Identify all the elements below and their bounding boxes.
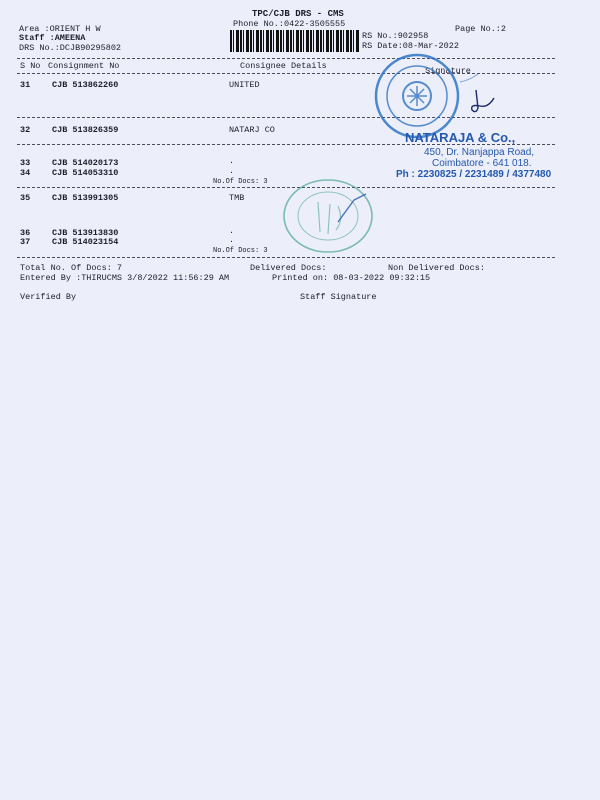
row-consignment: CJB 514023154 [52, 237, 119, 247]
row-consignee: . [229, 235, 235, 245]
phone-number: Phone No.:0422-3505555 [233, 19, 346, 29]
doc-title: TPC/CJB DRS - CMS [252, 9, 344, 19]
drs-number: DRS No.:DCJB90295802 [19, 43, 122, 53]
row-consignee: . [229, 226, 235, 236]
row-sno: 37 [20, 237, 31, 247]
col-header-sno: S No [20, 61, 41, 71]
delivered-docs: Delivered Docs: [250, 263, 327, 273]
entered-by: Entered By :THIRUCMS 3/8/2022 11:56:29 AM [20, 273, 230, 283]
row-consignment: CJB 513862260 [52, 80, 119, 90]
verified-by-label: Verified By [20, 292, 77, 302]
staff-signature-label: Staff Signature [300, 292, 377, 302]
row-consignment: CJB 514053310 [52, 168, 119, 178]
printed-on: Printed on: 08-03-2022 09:32:15 [272, 273, 431, 283]
page-number: Page No.:2 [455, 24, 507, 34]
signature-icon [468, 88, 498, 116]
rs-date: RS Date:08-Mar-2022 [362, 41, 459, 51]
row-consignment: CJB 513826359 [52, 125, 119, 135]
row-consignee: NATARJ CO [229, 125, 275, 135]
row-consignee: . [229, 156, 235, 166]
col-header-signature: Signature [425, 66, 471, 76]
col-header-consignment: Consignment No [48, 61, 120, 71]
row-consignment: CJB 514020173 [52, 158, 119, 168]
green-bank-seal-icon [278, 176, 388, 256]
row-sno: 36 [20, 228, 31, 238]
row-consignee: . [229, 166, 235, 176]
row-consignee: UNITED [229, 80, 260, 90]
col-header-consignee: Consignee Details [240, 61, 327, 71]
row-sno: 31 [20, 80, 31, 90]
row-consignee: TMB [229, 193, 245, 203]
row-sno: 35 [20, 193, 31, 203]
row-sno: 32 [20, 125, 31, 135]
stamp-address-line1: 450, Dr. Nanjappa Road, [424, 147, 535, 158]
row-consignment: CJB 513991305 [52, 193, 119, 203]
row-sno: 33 [20, 158, 31, 168]
stamp-address-line2: Coimbatore - 641 018. [432, 158, 532, 169]
group-doc-count: No.Of Docs: 3 [213, 247, 268, 255]
barcode [230, 30, 360, 52]
stamp-company: NATARAJA & Co., [405, 130, 516, 145]
row-sno: 34 [20, 168, 31, 178]
group-doc-count: No.Of Docs: 3 [213, 178, 268, 186]
non-delivered-docs: Non Delivered Docs: [388, 263, 485, 273]
rs-number: RS No.:902958 [362, 31, 429, 41]
divider [17, 257, 555, 258]
total-docs: Total No. Of Docs: 7 [20, 263, 123, 273]
row-consignment: CJB 513913830 [52, 228, 119, 238]
stamp-phone: Ph : 2230825 / 2231489 / 4377480 [396, 169, 552, 180]
staff-label: Staff :AMEENA [19, 33, 86, 43]
area-label: Area :ORIENT H W [19, 24, 101, 34]
round-seal-stamp-icon [370, 52, 480, 140]
